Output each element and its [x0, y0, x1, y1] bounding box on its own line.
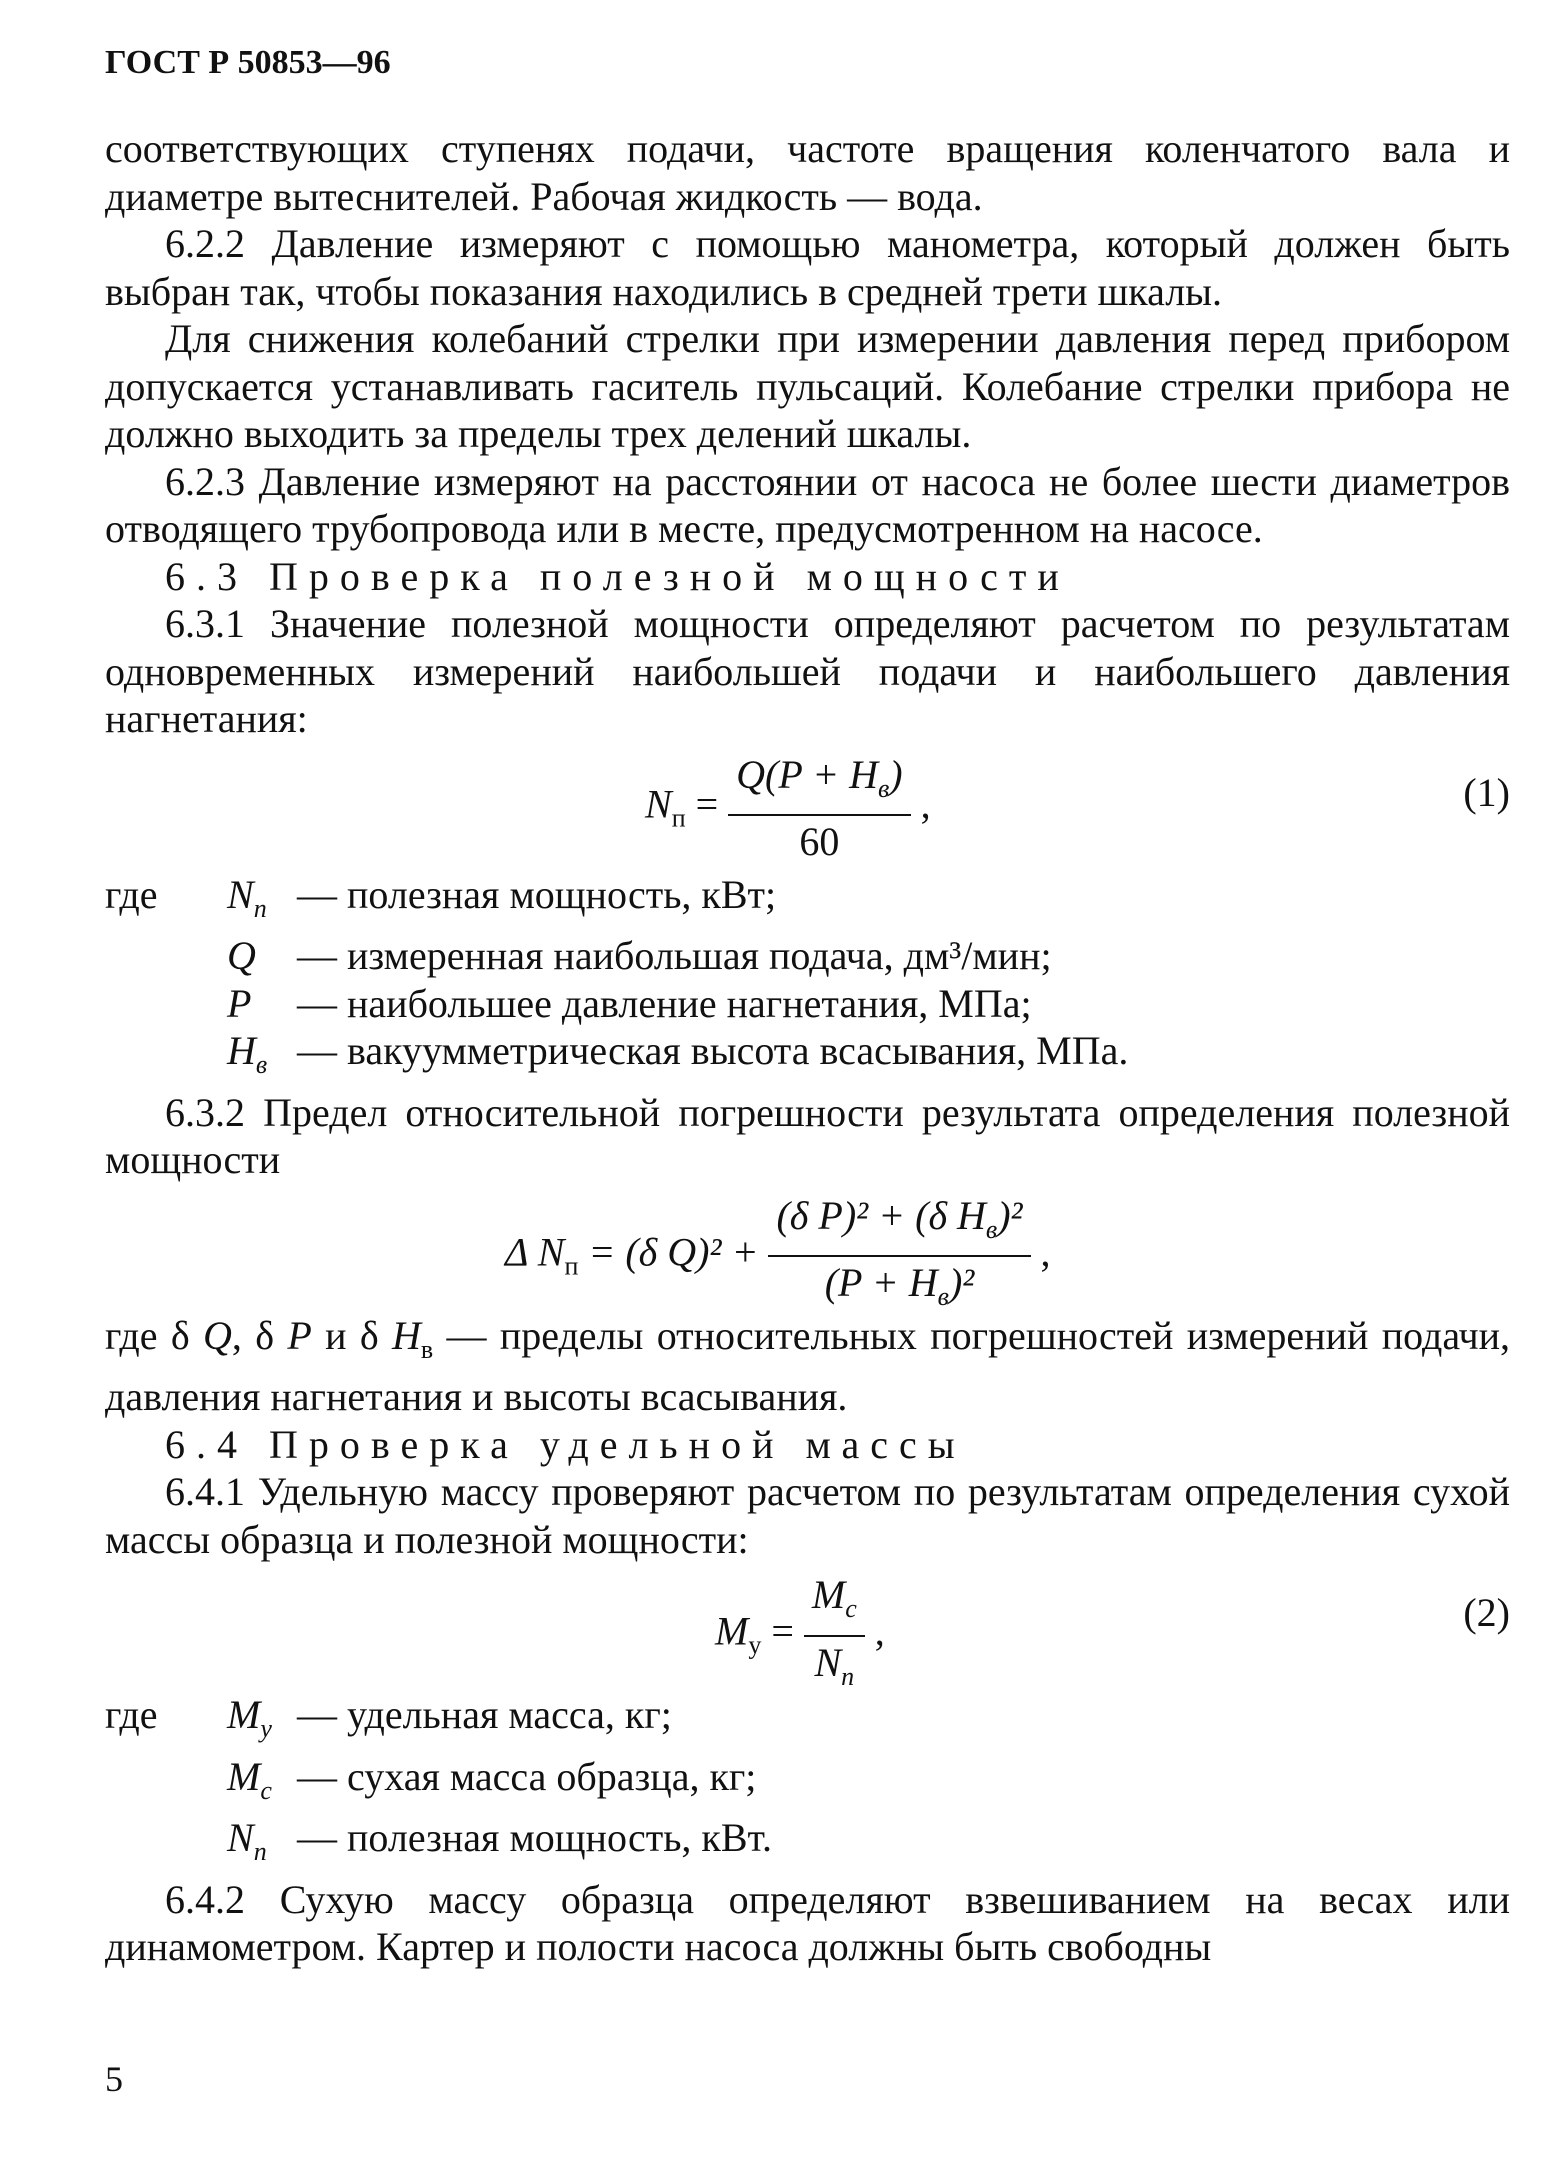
formula-delta-fraction: $\frac{(\delta P)^2 + (\delta H_в)^2}{(P + H_в)^2}$	[768, 1192, 1030, 1321]
body-text	[105, 125, 1510, 1971]
formula-1-numerator: Q(P + H	[736, 751, 878, 797]
paragraph-6-2-3: 6.2.3 Давление измеряют на расстоянии от насоса не более шести диаметров отводящего трубопровода или в месте, предусмотренном на насосе.	[105, 458, 1510, 551]
legend-item: — наибольшее давление нагнетания, МПа;	[297, 980, 1032, 1026]
formula-1-denominator: 60	[799, 819, 840, 864]
legend-item: — полезная мощность, кВт.	[297, 1815, 773, 1860]
legend-item: — удельная масса, кг;	[297, 1692, 672, 1737]
paragraph-6-4-1: 6.4.1 Удельную массу проверяют расчетом по результатам определения сухой массы образца и полезной мощности:	[105, 1469, 1510, 1562]
paragraph-6-4-2: 6.4.2 Сухую массу образца определяют взвешиванием на весах или динамометром. Картер и полости насоса должны быть свободны	[105, 1876, 1510, 1969]
paragraph-delta-legend: где δ Q, δ P и δ $H_в$ — пределы относительных погрешностей измерений подачи, давления нагнетания и высоты всасывания.	[105, 1312, 1510, 1419]
legend-item: — сухая масса образца, кг;	[297, 1753, 757, 1799]
section-heading-6-4: 6.4 Проверка удельной массы	[165, 1421, 966, 1467]
paragraph-6-2-2: 6.2.2 Давление измеряют с помощью манометра, который должен быть выбран так, чтобы показания находились в средней трети шкалы.	[105, 221, 1510, 314]
formula-2-fraction: $\frac{M_с}{N_п}$	[804, 1571, 865, 1700]
section-heading-6-3: 6.3 Проверка полезной мощности	[165, 553, 1070, 599]
paragraph-6-3-2: 6.3.2 Предел относительной погрешности результата определения полезной мощности	[105, 1089, 1510, 1182]
formula-1-number: (1)	[1463, 769, 1510, 815]
formula-1-lhs: N	[645, 781, 672, 827]
formula-2-number: (2)	[1463, 1590, 1510, 1635]
paragraph: соответствующих ступенях подачи, частоте вращения коленчатого вала и диаметре вытеснителей. Рабочая жидкость — вода.	[105, 126, 1510, 219]
formula-2: $M_у$ = $\frac{M_с}{N_п}$ , (2)	[105, 1567, 1510, 1685]
legend-formula-1: где $N_п$ — полезная мощность, кВт; Q — измеренная наибольшая подача, дм³/мин; P — наибольшее давление нагнетания, МПа; $H_в$ — вакуумметрическая высота всасывания, МПа.	[105, 871, 1510, 1089]
legend-item: — полезная мощность, кВт;	[297, 871, 777, 917]
formula-1-lhs-sub: п	[671, 803, 686, 833]
formula-1: $N_п$ = $\frac{Q(P + H_в)}{60}$ , (1)	[645, 751, 1510, 864]
page-number: 5	[105, 2059, 123, 2099]
document-header: ГОСТ Р 50853—96	[105, 44, 391, 81]
formula-1-fraction: $\frac{Q(P + H_в)}{60}$	[728, 751, 910, 866]
legend-item: — измеренная наибольшая подача, дм³/мин;	[297, 933, 1052, 978]
paragraph-6-3-1: 6.3.1 Значение полезной мощности определяют расчетом по результатам одновременных измерений наибольшей подачи и наибольшего давления нагнетания:	[105, 601, 1510, 741]
legend-formula-2: где $M_у$ — удельная масса, кг; $M_с$ — сухая масса образца, кг; $N_п$ — полезная мощность, кВт.	[105, 1691, 1510, 1876]
legend-item: — вакуумметрическая высота всасывания, МПа.	[297, 1028, 1129, 1073]
paragraph: Для снижения колебаний стрелки при измерении давления перед прибором допускается устанавливать гаситель пульсаций. Колебание стрелки прибора не должно выходить за пределы трех делений шкалы.	[105, 316, 1510, 456]
formula-delta: Δ $N_п = (\delta$ Q)² + $\frac{(\delta P)^2 + (\delta H_в)^2}{(P + H_в)^2}$ ,	[105, 1188, 1510, 1306]
